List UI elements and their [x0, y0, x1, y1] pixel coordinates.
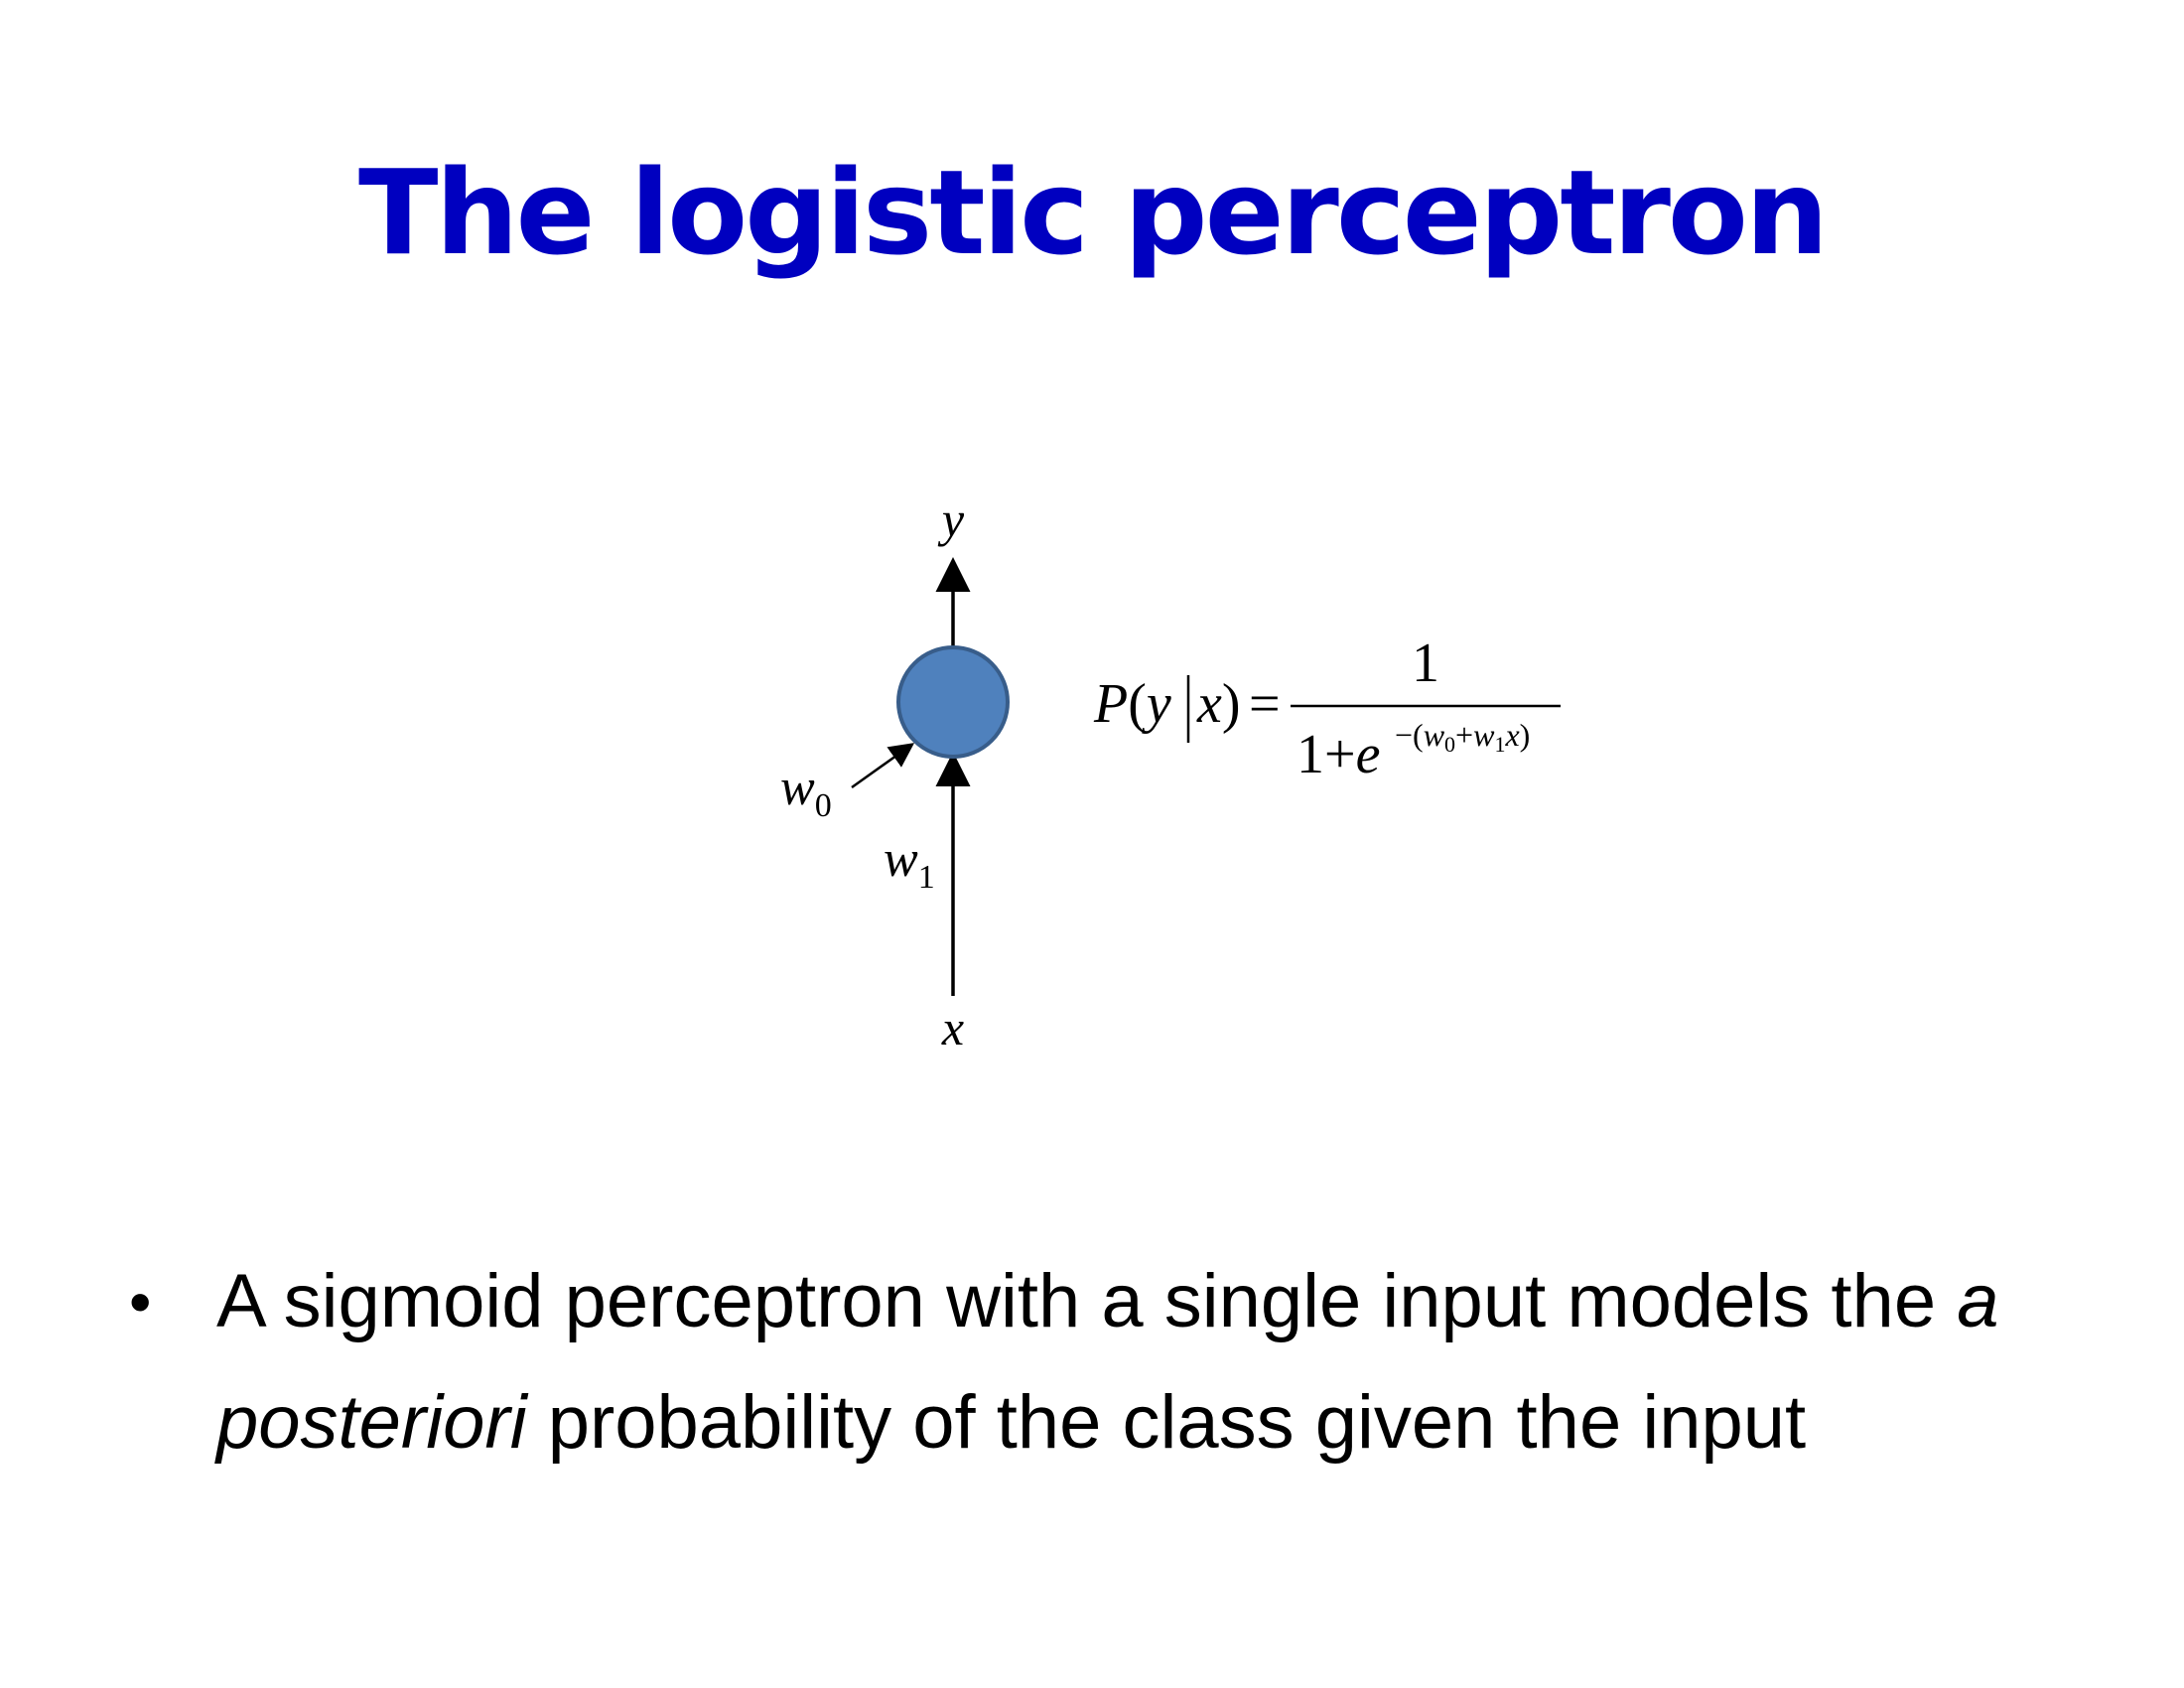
exp-plus: + [1455, 717, 1474, 753]
formula-e: e [1355, 724, 1381, 785]
formula-y: y [1146, 673, 1171, 735]
formula-close-paren: ) [1221, 673, 1241, 735]
bullet-text [216, 1241, 2083, 1483]
bias-weight-w: w [780, 760, 815, 816]
exp-w1: w [1473, 717, 1495, 753]
formula-open-paren: ( [1128, 673, 1147, 735]
formula-lhs [1093, 673, 1171, 735]
exp-sub1: 1 [1494, 732, 1506, 757]
bullet-text-before: A sigmoid perceptron with a single input models the [216, 1259, 1958, 1343]
formula-P: P [1094, 673, 1129, 735]
formula-x: x [1197, 673, 1222, 735]
exp-prefix: −( [1395, 717, 1424, 753]
bullet-text-after: probability of the class given the input [526, 1380, 1807, 1465]
bias-arrow [852, 746, 910, 787]
input-weight-subscript: 1 [917, 859, 935, 896]
slide-title: The logistic perceptron [358, 144, 1826, 281]
bullet-marker: • [129, 1266, 152, 1337]
exp-close: ) [1519, 717, 1531, 753]
formula-denominator [1297, 724, 1380, 785]
bullet-text-italic: a posteriori [216, 1259, 1999, 1465]
bias-weight-subscript: 0 [814, 787, 832, 824]
exp-x: x [1505, 717, 1520, 753]
exp-w0: w [1423, 717, 1445, 753]
neuron-node [898, 647, 1008, 757]
sigmoid-formula [1093, 633, 1561, 785]
formula-exponent [1395, 717, 1530, 757]
input-weight-w: w [884, 831, 918, 888]
bias-weight-label [780, 760, 832, 824]
exp-sub0: 0 [1444, 732, 1456, 757]
output-label: y [941, 492, 965, 547]
input-weight-label [884, 831, 935, 896]
formula-numerator: 1 [1412, 633, 1439, 694]
formula-lhs-rest [1196, 673, 1241, 735]
input-label: x [941, 1000, 965, 1055]
formula-one-plus: 1+ [1297, 724, 1356, 785]
formula-equals: = [1249, 673, 1281, 735]
